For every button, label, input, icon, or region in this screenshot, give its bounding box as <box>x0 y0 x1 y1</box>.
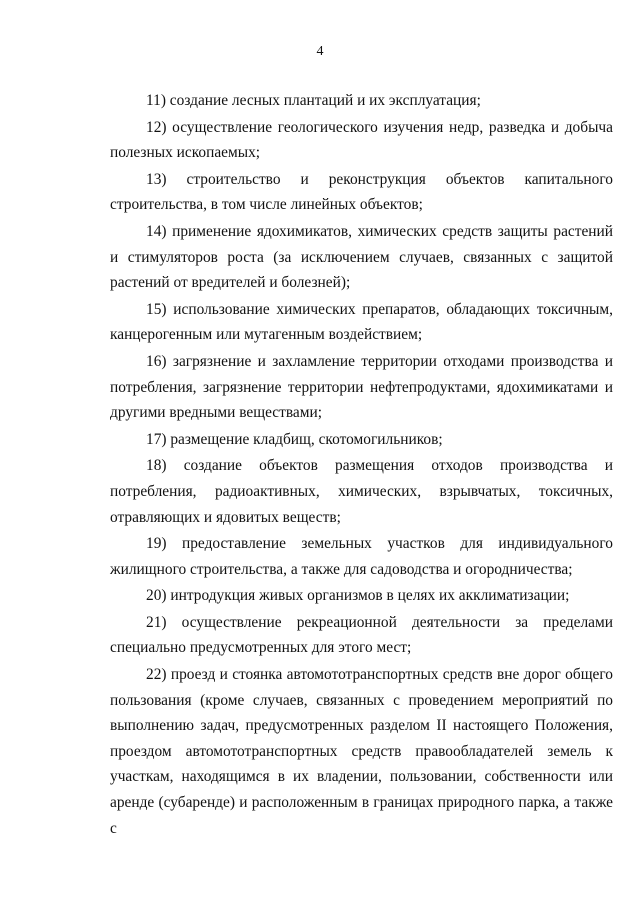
list-item: 20) интродукция живых организмов в целях их акклиматизации; <box>146 587 570 605</box>
list-item: 17) размещение кладбищ, скотомогильников; <box>146 430 443 448</box>
list-item: 11) создание лесных плантаций и их эксплуатация; <box>146 92 481 109</box>
page-number: 4 <box>316 44 324 59</box>
list-item: 16) загрязнение и захламление территории отходами производства и потребления, загрязнение территории нефтепродуктами, ядохимикатами и другими вредными веществами; <box>110 352 613 422</box>
document-body <box>110 88 613 841</box>
list-item: 18) создание объектов размещения отходов производства и потребления, радиоактивных, химических, взрывчатых, токсичных, отравляющих и ядовитых веществ; <box>110 457 613 526</box>
list-item: 15) использование химических препаратов, обладающих токсичным, канцерогенным или мутагенным воздействием; <box>110 300 613 344</box>
list-item: 19) предоставление земельных участков для индивидуального жилищного строительства, а также для садоводства и огородничества; <box>110 535 613 578</box>
list-item: 13) строительство и реконструкция объектов капитального строительства, в том числе линейных объектов; <box>110 170 613 214</box>
list-item: 22) проезд и стоянка автомототранспортных средств вне дорог общего пользования (кроме случаев, связанных с проведением мероприятий по выполнению задач, предусмотренных разделом II настоящего Положения, проездом автомототранспортных средств правообладателей земель к участкам, находящимся в их владении, пользовании, собственности или аренде (субаренде) и расположенным в границах природного парка, а также с <box>110 666 613 837</box>
list-item: 14) применение ядохимикатов, химических средств защиты растений и стимуляторов роста (за исключением случаев, связанных с защитой растений от вредителей и болезней); <box>110 222 613 292</box>
list-item: 21) осуществление рекреационной деятельности за пределами специально предусмотренных для этого мест; <box>110 613 613 657</box>
list-item: 12) осуществление геологического изучения недр, разведка и добыча полезных ископаемых; <box>110 118 613 162</box>
